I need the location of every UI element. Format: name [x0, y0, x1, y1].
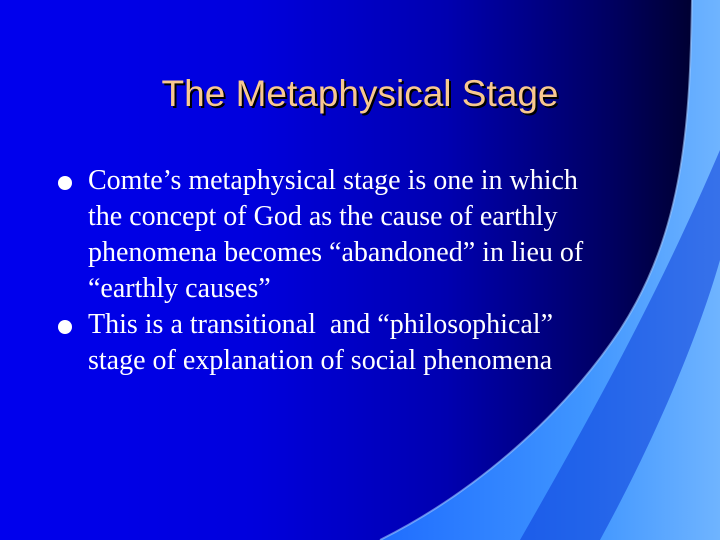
bullet-line: phenomena becomes “abandoned” in lieu of — [88, 237, 584, 268]
bullet-line: Comte’s metaphysical stage is one in which — [88, 165, 578, 196]
bullet-dot-icon — [58, 320, 72, 334]
bullet-dot-icon — [58, 176, 72, 190]
bullet-line: stage of explanation of social phenomena — [88, 345, 553, 376]
slide-title: The Metaphysical Stage — [161, 73, 559, 114]
bullet-list — [56, 163, 676, 379]
bullet-item-transitional — [56, 307, 676, 379]
bullet-line: This is a transitional and “philosophical” — [88, 309, 554, 340]
bullet-item-comte — [56, 163, 676, 307]
bullet-line: the concept of God as the cause of earthly — [88, 201, 558, 232]
bullet-line: “earthly causes” — [88, 273, 271, 304]
